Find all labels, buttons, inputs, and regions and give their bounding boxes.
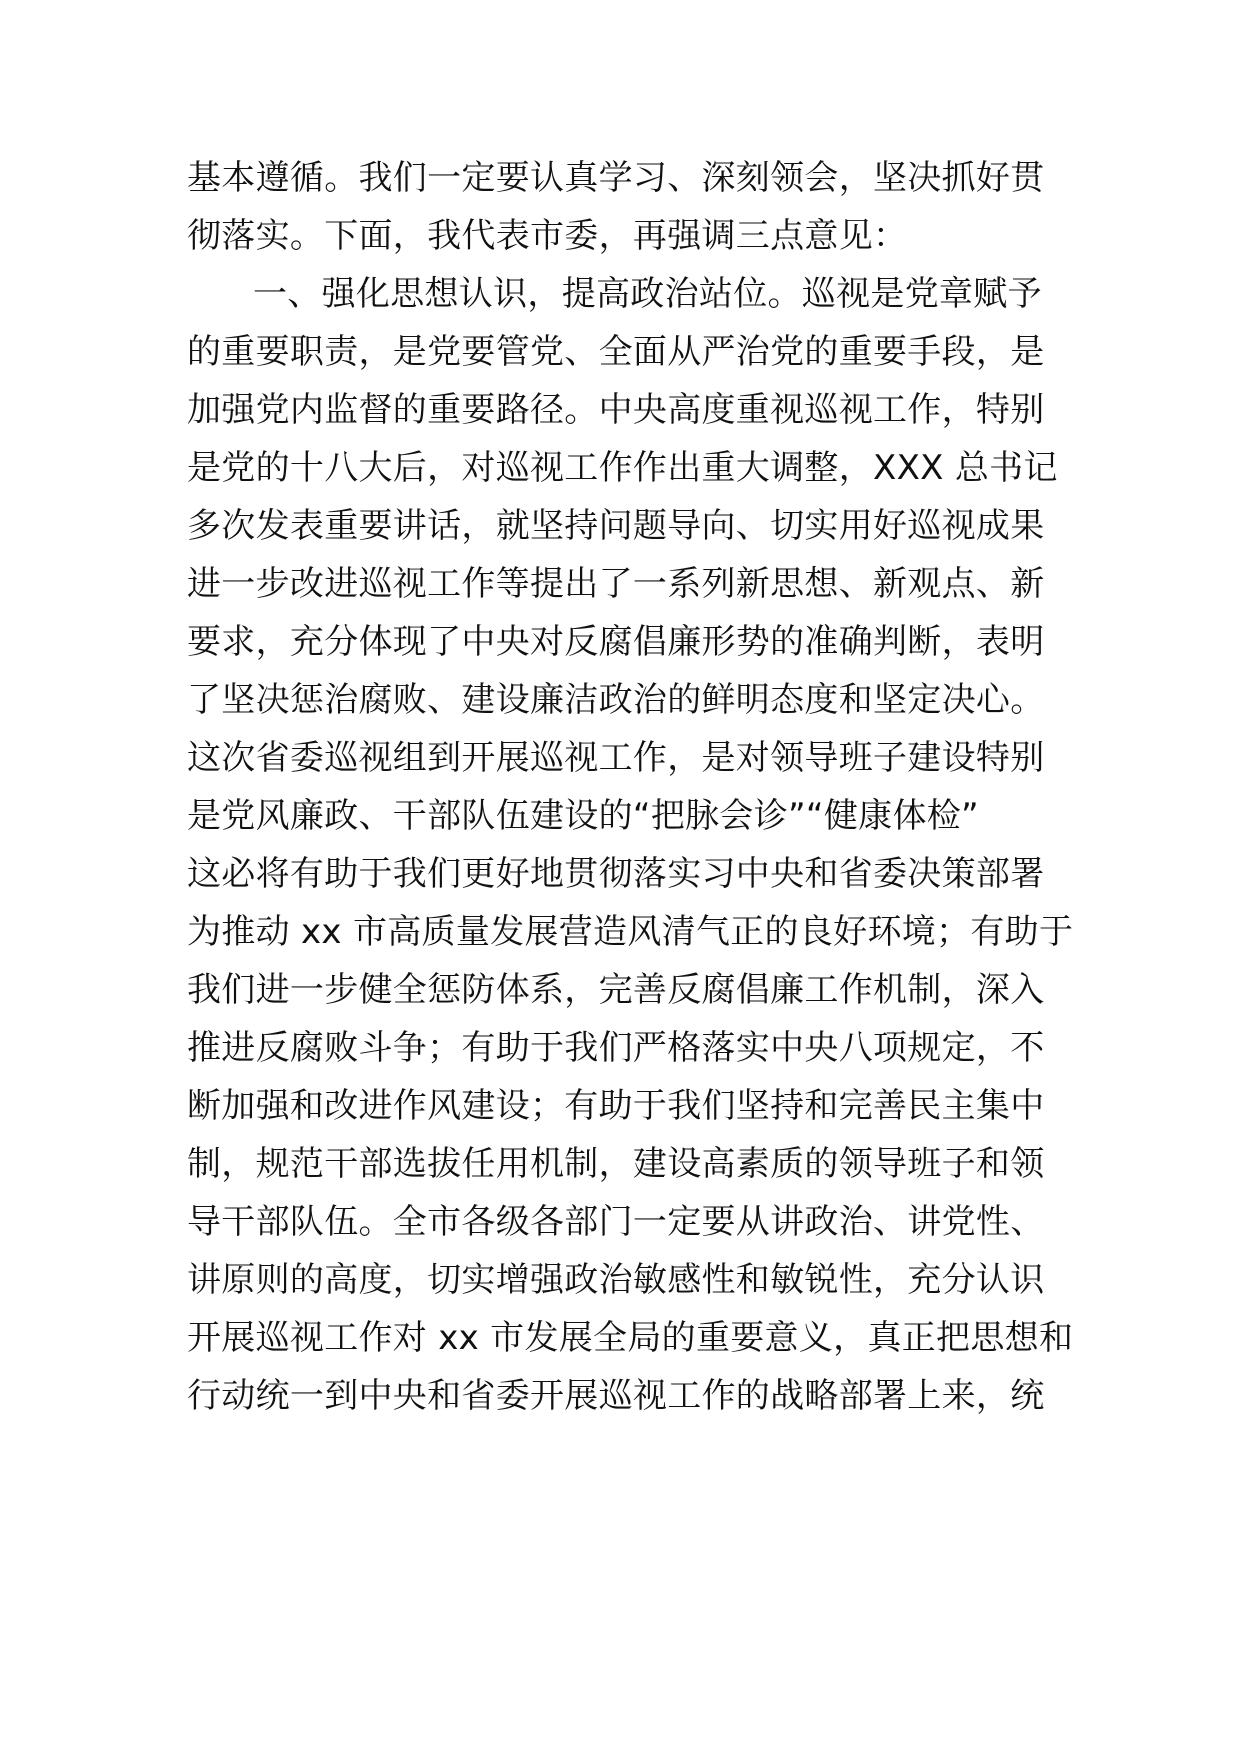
text-line-21: 开展巡视工作对 xx 市发展全局的重要意义，真正把思想和: [187, 1318, 1074, 1358]
text-line-7: 多次发表重要讲话，就坚持问题导向、切实用好巡视成果: [187, 506, 1045, 546]
text-line-13: 这必将有助于我们更好地贯彻落实习中央和省委决策部署: [187, 854, 1045, 894]
text-line-4: 的重要职责，是党要管党、全面从严治党的重要手段，是: [187, 332, 1045, 372]
text-line-20: 讲原则的高度，切实增强政治敏感性和敏锐性，充分认识: [187, 1260, 1045, 1300]
text-line-19: 导干部队伍。全市各级各部门一定要从讲政治、讲党性、: [187, 1202, 1045, 1242]
text-line-11: 这次省委巡视组到开展巡视工作，是对领导班子建设特别: [187, 738, 1045, 778]
text-line-17: 断加强和改进作风建设；有助于我们坚持和完善民主集中: [187, 1086, 1045, 1126]
text-line-16: 推进反腐败斗争；有助于我们严格落实中央八项规定，不: [187, 1028, 1045, 1068]
text-line-5: 加强党内监督的重要路径。中央高度重视巡视工作，特别: [187, 390, 1045, 430]
text-line-9: 要求，充分体现了中央对反腐倡廉形势的准确判断，表明: [187, 622, 1045, 662]
text-line-2: 彻落实。下面，我代表市委，再强调三点意见：: [187, 216, 908, 256]
text-line-1: 基本遵循。我们一定要认真学习、深刻领会，坚决抓好贯: [187, 158, 1045, 198]
text-line-14: 为推动 xx 市高质量发展营造风清气正的良好环境；有助于: [187, 912, 1074, 952]
text-line-8: 进一步改进巡视工作等提出了一系列新思想、新观点、新: [187, 564, 1045, 604]
text-line-6: 是党的十八大后，对巡视工作作出重大调整，XXX 总书记: [187, 448, 1058, 488]
text-line-12: 是党风廉政、干部队伍建设的“把脉会诊”“健康体检”: [187, 796, 979, 836]
text-line-10: 了坚决惩治腐败、建设廉洁政治的鲜明态度和坚定决心。: [187, 680, 1045, 720]
text-line-22: 行动统一到中央和省委开展巡视工作的战略部署上来，统: [187, 1376, 1045, 1416]
text-line-15: 我们进一步健全惩防体系，完善反腐倡廉工作机制，深入: [187, 970, 1045, 1010]
text-line-18: 制，规范干部选拔任用机制，建设高素质的领导班子和领: [187, 1144, 1045, 1184]
section-heading-line: 一、强化思想认识，提高政治站位。巡视是党章赋予: [253, 274, 1042, 314]
